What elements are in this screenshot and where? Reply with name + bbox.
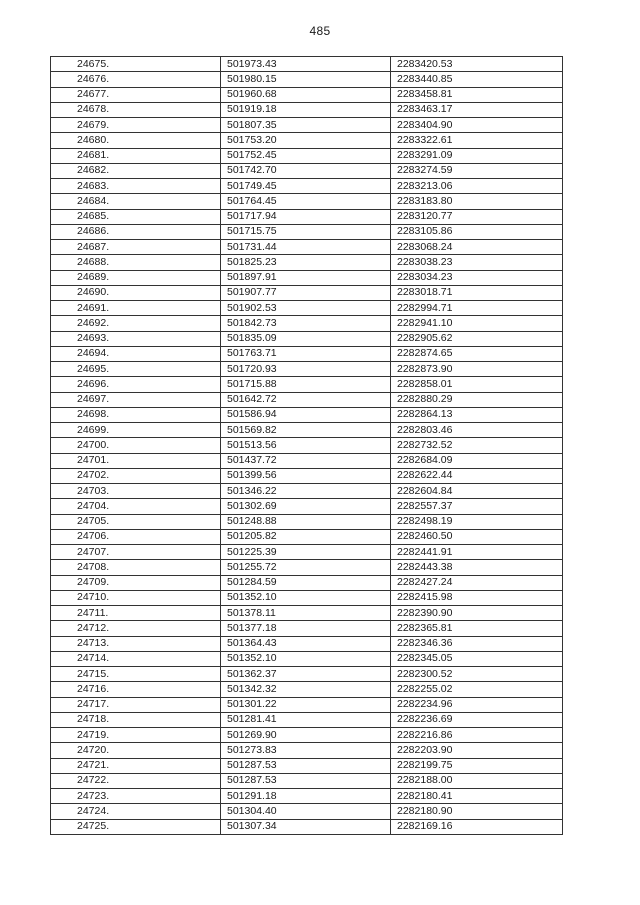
x-coordinate-cell: 501346.22 (221, 484, 391, 499)
point-number-cell: 24677. (51, 87, 221, 102)
table-row (51, 590, 563, 605)
x-coordinate-cell: 501352.10 (221, 590, 391, 605)
x-coordinate-cell: 501287.53 (221, 758, 391, 773)
point-number-cell: 24699. (51, 423, 221, 438)
x-coordinate-cell: 501378.11 (221, 606, 391, 621)
table-row (51, 148, 563, 163)
y-coordinate-cell: 2283322.61 (391, 133, 563, 148)
point-number-cell: 24700. (51, 438, 221, 453)
point-number-cell: 24703. (51, 484, 221, 499)
table-row (51, 407, 563, 422)
x-coordinate-cell: 501304.40 (221, 804, 391, 819)
point-number-cell: 24687. (51, 240, 221, 255)
x-coordinate-cell: 501973.43 (221, 57, 391, 72)
point-number-cell: 24693. (51, 331, 221, 346)
table-row (51, 621, 563, 636)
y-coordinate-cell: 2282300.52 (391, 667, 563, 682)
y-coordinate-cell: 2282216.86 (391, 728, 563, 743)
x-coordinate-cell: 501301.22 (221, 697, 391, 712)
table-row (51, 331, 563, 346)
point-number-cell: 24696. (51, 377, 221, 392)
table-row (51, 87, 563, 102)
y-coordinate-cell: 2282460.50 (391, 529, 563, 544)
table-row (51, 346, 563, 361)
x-coordinate-cell: 501287.53 (221, 773, 391, 788)
point-number-cell: 24724. (51, 804, 221, 819)
point-number-cell: 24712. (51, 621, 221, 636)
table-row (51, 179, 563, 194)
table-row (51, 529, 563, 544)
point-number-cell: 24716. (51, 682, 221, 697)
y-coordinate-cell: 2282180.41 (391, 789, 563, 804)
x-coordinate-cell: 501960.68 (221, 87, 391, 102)
point-number-cell: 24721. (51, 758, 221, 773)
point-number-cell: 24691. (51, 301, 221, 316)
x-coordinate-cell: 501225.39 (221, 545, 391, 560)
x-coordinate-cell: 501273.83 (221, 743, 391, 758)
y-coordinate-cell: 2282622.44 (391, 468, 563, 483)
table-row (51, 224, 563, 239)
x-coordinate-cell: 501586.94 (221, 407, 391, 422)
point-number-cell: 24711. (51, 606, 221, 621)
y-coordinate-cell: 2282684.09 (391, 453, 563, 468)
x-coordinate-cell: 501269.90 (221, 728, 391, 743)
x-coordinate-cell: 501980.15 (221, 72, 391, 87)
y-coordinate-cell: 2283068.24 (391, 240, 563, 255)
x-coordinate-cell: 501362.37 (221, 667, 391, 682)
x-coordinate-cell: 501255.72 (221, 560, 391, 575)
point-number-cell: 24689. (51, 270, 221, 285)
x-coordinate-cell: 501342.32 (221, 682, 391, 697)
y-coordinate-cell: 2283463.17 (391, 102, 563, 117)
x-coordinate-cell: 501352.10 (221, 651, 391, 666)
table-row (51, 453, 563, 468)
y-coordinate-cell: 2283183.80 (391, 194, 563, 209)
table-row (51, 804, 563, 819)
x-coordinate-cell: 501907.77 (221, 285, 391, 300)
table-row (51, 575, 563, 590)
x-coordinate-cell: 501248.88 (221, 514, 391, 529)
table-row (51, 514, 563, 529)
table-row (51, 758, 563, 773)
x-coordinate-cell: 501764.45 (221, 194, 391, 209)
x-coordinate-cell: 501835.09 (221, 331, 391, 346)
table-row (51, 423, 563, 438)
point-number-cell: 24709. (51, 575, 221, 590)
y-coordinate-cell: 2282427.24 (391, 575, 563, 590)
table-row (51, 499, 563, 514)
point-number-cell: 24682. (51, 163, 221, 178)
table-row (51, 377, 563, 392)
x-coordinate-cell: 501717.94 (221, 209, 391, 224)
x-coordinate-cell: 501825.23 (221, 255, 391, 270)
point-number-cell: 24725. (51, 819, 221, 834)
page-number: 485 (309, 24, 331, 38)
table-row (51, 819, 563, 834)
table-row (51, 392, 563, 407)
table-row (51, 57, 563, 72)
x-coordinate-cell: 501284.59 (221, 575, 391, 590)
point-number-cell: 24676. (51, 72, 221, 87)
point-number-cell: 24718. (51, 712, 221, 727)
y-coordinate-cell: 2282199.75 (391, 758, 563, 773)
point-number-cell: 24698. (51, 407, 221, 422)
x-coordinate-cell: 501749.45 (221, 179, 391, 194)
y-coordinate-cell: 2282941.10 (391, 316, 563, 331)
table-row (51, 240, 563, 255)
y-coordinate-cell: 2282441.91 (391, 545, 563, 560)
y-coordinate-cell: 2282346.36 (391, 636, 563, 651)
point-number-cell: 24685. (51, 209, 221, 224)
table-row (51, 484, 563, 499)
x-coordinate-cell: 501731.44 (221, 240, 391, 255)
table-row (51, 667, 563, 682)
point-number-cell: 24701. (51, 453, 221, 468)
point-number-cell: 24695. (51, 362, 221, 377)
x-coordinate-cell: 501715.88 (221, 377, 391, 392)
x-coordinate-cell: 501513.56 (221, 438, 391, 453)
y-coordinate-cell: 2282858.01 (391, 377, 563, 392)
point-number-cell: 24706. (51, 529, 221, 544)
point-number-cell: 24708. (51, 560, 221, 575)
point-number-cell: 24713. (51, 636, 221, 651)
table-row (51, 606, 563, 621)
point-number-cell: 24720. (51, 743, 221, 758)
x-coordinate-cell: 501842.73 (221, 316, 391, 331)
x-coordinate-cell: 501715.75 (221, 224, 391, 239)
point-number-cell: 24678. (51, 102, 221, 117)
y-coordinate-cell: 2283274.59 (391, 163, 563, 178)
point-number-cell: 24680. (51, 133, 221, 148)
x-coordinate-cell: 501569.82 (221, 423, 391, 438)
y-coordinate-cell: 2282236.69 (391, 712, 563, 727)
y-coordinate-cell: 2282169.16 (391, 819, 563, 834)
y-coordinate-cell: 2283440.85 (391, 72, 563, 87)
x-coordinate-cell: 501364.43 (221, 636, 391, 651)
y-coordinate-cell: 2283404.90 (391, 118, 563, 133)
y-coordinate-cell: 2283458.81 (391, 87, 563, 102)
table-row (51, 316, 563, 331)
y-coordinate-cell: 2282203.90 (391, 743, 563, 758)
coordinates-table-body (51, 57, 563, 835)
table-row (51, 636, 563, 651)
x-coordinate-cell: 501642.72 (221, 392, 391, 407)
point-number-cell: 24722. (51, 773, 221, 788)
y-coordinate-cell: 2282345.05 (391, 651, 563, 666)
table-row (51, 697, 563, 712)
y-coordinate-cell: 2282188.00 (391, 773, 563, 788)
point-number-cell: 24692. (51, 316, 221, 331)
table-row (51, 194, 563, 209)
y-coordinate-cell: 2283034.23 (391, 270, 563, 285)
y-coordinate-cell: 2282415.98 (391, 590, 563, 605)
table-row (51, 560, 563, 575)
x-coordinate-cell: 501399.56 (221, 468, 391, 483)
x-coordinate-cell: 501281.41 (221, 712, 391, 727)
table-row (51, 270, 563, 285)
point-number-cell: 24690. (51, 285, 221, 300)
x-coordinate-cell: 501753.20 (221, 133, 391, 148)
point-number-cell: 24681. (51, 148, 221, 163)
table-row (51, 72, 563, 87)
table-row (51, 682, 563, 697)
table-row (51, 255, 563, 270)
y-coordinate-cell: 2282803.46 (391, 423, 563, 438)
x-coordinate-cell: 501302.69 (221, 499, 391, 514)
y-coordinate-cell: 2283291.09 (391, 148, 563, 163)
y-coordinate-cell: 2282180.90 (391, 804, 563, 819)
x-coordinate-cell: 501807.35 (221, 118, 391, 133)
table-row (51, 133, 563, 148)
x-coordinate-cell: 501377.18 (221, 621, 391, 636)
point-number-cell: 24705. (51, 514, 221, 529)
x-coordinate-cell: 501919.18 (221, 102, 391, 117)
x-coordinate-cell: 501307.34 (221, 819, 391, 834)
x-coordinate-cell: 501763.71 (221, 346, 391, 361)
point-number-cell: 24704. (51, 499, 221, 514)
y-coordinate-cell: 2282994.71 (391, 301, 563, 316)
table-row (51, 773, 563, 788)
y-coordinate-cell: 2282874.65 (391, 346, 563, 361)
y-coordinate-cell: 2282365.81 (391, 621, 563, 636)
y-coordinate-cell: 2282905.62 (391, 331, 563, 346)
table-row (51, 728, 563, 743)
y-coordinate-cell: 2283213.06 (391, 179, 563, 194)
y-coordinate-cell: 2282234.96 (391, 697, 563, 712)
table-row (51, 438, 563, 453)
point-number-cell: 24723. (51, 789, 221, 804)
point-number-cell: 24686. (51, 224, 221, 239)
x-coordinate-cell: 501742.70 (221, 163, 391, 178)
point-number-cell: 24675. (51, 57, 221, 72)
point-number-cell: 24697. (51, 392, 221, 407)
table-row (51, 362, 563, 377)
table-row (51, 651, 563, 666)
y-coordinate-cell: 2283038.23 (391, 255, 563, 270)
y-coordinate-cell: 2283105.86 (391, 224, 563, 239)
y-coordinate-cell: 2282604.84 (391, 484, 563, 499)
table-row (51, 285, 563, 300)
coordinates-table (50, 56, 563, 835)
y-coordinate-cell: 2283120.77 (391, 209, 563, 224)
table-row (51, 301, 563, 316)
y-coordinate-cell: 2282732.52 (391, 438, 563, 453)
y-coordinate-cell: 2282864.13 (391, 407, 563, 422)
y-coordinate-cell: 2282873.90 (391, 362, 563, 377)
y-coordinate-cell: 2282390.90 (391, 606, 563, 621)
point-number-cell: 24688. (51, 255, 221, 270)
table-row (51, 102, 563, 117)
x-coordinate-cell: 501437.72 (221, 453, 391, 468)
table-row (51, 545, 563, 560)
point-number-cell: 24684. (51, 194, 221, 209)
point-number-cell: 24714. (51, 651, 221, 666)
x-coordinate-cell: 501291.18 (221, 789, 391, 804)
y-coordinate-cell: 2282498.19 (391, 514, 563, 529)
point-number-cell: 24710. (51, 590, 221, 605)
point-number-cell: 24715. (51, 667, 221, 682)
table-row (51, 468, 563, 483)
table-row (51, 712, 563, 727)
y-coordinate-cell: 2283420.53 (391, 57, 563, 72)
point-number-cell: 24707. (51, 545, 221, 560)
table-row (51, 743, 563, 758)
y-coordinate-cell: 2282443.38 (391, 560, 563, 575)
table-row (51, 209, 563, 224)
y-coordinate-cell: 2282880.29 (391, 392, 563, 407)
table-row (51, 118, 563, 133)
y-coordinate-cell: 2282255.02 (391, 682, 563, 697)
table-row (51, 789, 563, 804)
x-coordinate-cell: 501897.91 (221, 270, 391, 285)
point-number-cell: 24717. (51, 697, 221, 712)
x-coordinate-cell: 501902.53 (221, 301, 391, 316)
point-number-cell: 24719. (51, 728, 221, 743)
x-coordinate-cell: 501205.82 (221, 529, 391, 544)
x-coordinate-cell: 501752.45 (221, 148, 391, 163)
y-coordinate-cell: 2282557.37 (391, 499, 563, 514)
point-number-cell: 24683. (51, 179, 221, 194)
point-number-cell: 24679. (51, 118, 221, 133)
point-number-cell: 24694. (51, 346, 221, 361)
x-coordinate-cell: 501720.93 (221, 362, 391, 377)
y-coordinate-cell: 2283018.71 (391, 285, 563, 300)
table-row (51, 163, 563, 178)
point-number-cell: 24702. (51, 468, 221, 483)
